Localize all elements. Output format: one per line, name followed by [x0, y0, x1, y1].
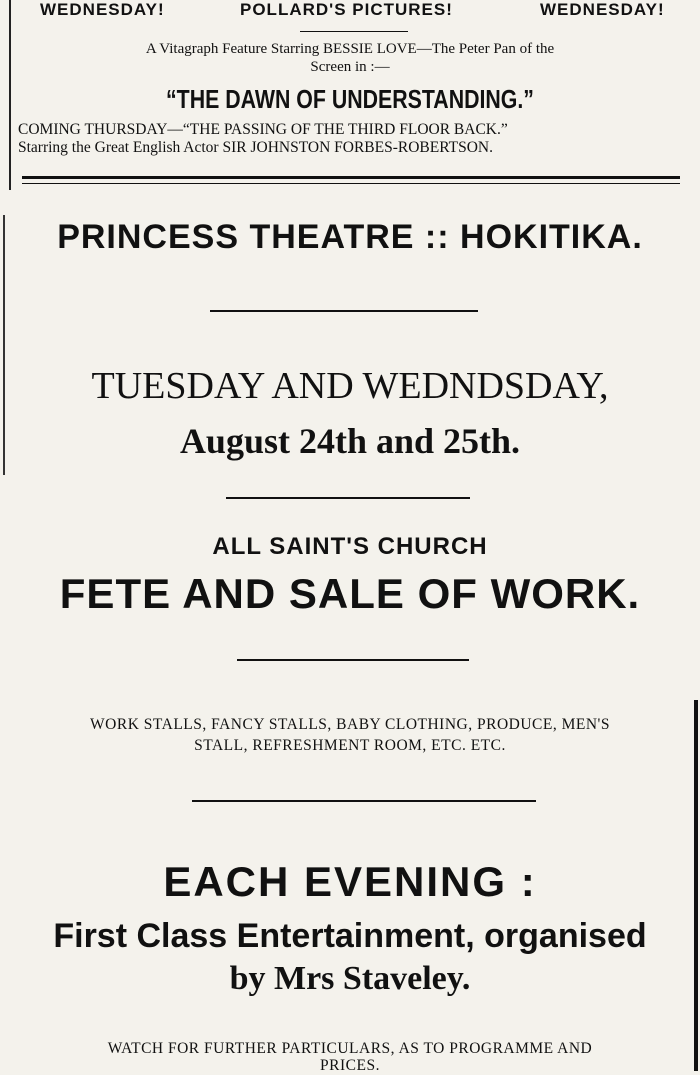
event-dates: August 24th and 25th. — [179, 421, 521, 461]
entertainment-line-2: by Mrs Staveley. — [229, 960, 471, 997]
starring-line: Starring the Great English Actor SIR JOHNSTON FORBES-ROBERTSON. — [18, 139, 493, 156]
section-divider-top — [22, 176, 680, 179]
theatre-heading: PRINCESS THEATRE :: HOKITIKA. — [57, 218, 643, 256]
header-center: POLLARD'S PICTURES! — [240, 0, 453, 19]
header-underline — [300, 31, 408, 32]
vitagraph-line-2: Screen in :— — [310, 59, 390, 75]
watch-line-2: PRICES. — [320, 1057, 380, 1074]
feature-title: “THE DAWN OF UNDERSTANDING.” — [166, 84, 534, 114]
stalls-line-2: STALL, REFRESHMENT ROOM, ETC. ETC. — [194, 737, 506, 754]
divider-4 — [192, 800, 536, 802]
vitagraph-text — [0, 40, 700, 76]
entertainment-line-1: First Class Entertainment, organised — [53, 917, 647, 955]
divider-3 — [237, 659, 469, 661]
church-heading: ALL SAINT'S CHURCH — [212, 533, 488, 560]
vitagraph-line-1: A Vitagraph Feature Starring BESSIE LOVE—The Peter Pan of the — [145, 41, 555, 57]
fete-heading: FETE AND SALE OF WORK. — [59, 570, 641, 617]
section-divider-top-thin — [22, 183, 680, 184]
header-left: WEDNESDAY! — [40, 0, 165, 19]
watch-line-1: WATCH FOR FURTHER PARTICULARS, AS TO PROGRAMME AND — [107, 1040, 593, 1057]
coming-thursday-line: COMING THURSDAY—“THE PASSING OF THE THIRD FLOOR BACK.” — [18, 121, 508, 138]
column-border-left — [9, 0, 11, 190]
event-days: TUESDAY AND WEDNDSDAY, — [91, 365, 609, 407]
each-evening-heading: EACH EVENING : — [163, 858, 537, 905]
header-right: WEDNESDAY! — [540, 0, 665, 19]
divider-1 — [210, 310, 478, 312]
stalls-line-1: WORK STALLS, FANCY STALLS, BABY CLOTHING, PRODUCE, MEN'S — [90, 716, 610, 733]
divider-2 — [226, 497, 470, 499]
